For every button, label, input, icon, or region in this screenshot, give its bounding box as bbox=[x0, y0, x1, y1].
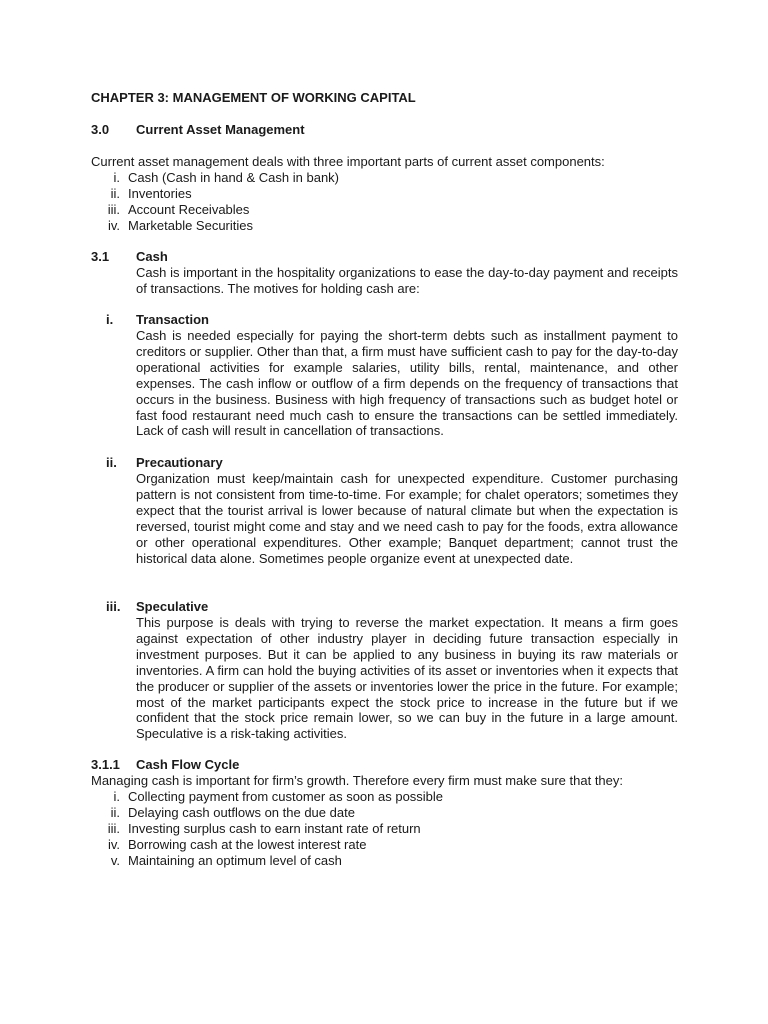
section-3-1-heading bbox=[91, 249, 168, 265]
section-3-0-intro: Current asset management deals with three important parts of current asset components: bbox=[91, 154, 605, 169]
list-text: Inventories bbox=[128, 185, 192, 201]
list-number: iii. bbox=[107, 201, 120, 217]
list-item bbox=[91, 805, 691, 821]
section-3-1-1-heading bbox=[91, 757, 239, 773]
motive-title: Precautionary bbox=[136, 455, 223, 470]
list-number: iii. bbox=[107, 820, 120, 836]
motive-heading-transaction bbox=[91, 312, 209, 328]
list-item bbox=[91, 186, 691, 202]
list-text: Investing surplus cash to earn instant rate of return bbox=[128, 820, 421, 836]
list-item bbox=[91, 821, 691, 837]
motive-body-precautionary: Organization must keep/maintain cash for unexpected expenditure. Customer purchasing pattern is not consistent from time-to-time. For example; for chalet operators; sometimes they expect that the tourist arrival is lower because of natural climate but when the expectation is reversed, tourist might come and stay and we need cash to pay for the foods, extra allowance or other operational expenditures. Other example; Banquet department; cannot trust the historical data alone. Sometimes people organize event at unexpected date. bbox=[136, 471, 678, 566]
list-text: Collecting payment from customer as soon as possible bbox=[128, 789, 444, 804]
list-text: Delaying cash outflows on the due date bbox=[128, 804, 355, 820]
section-title: Cash Flow Cycle bbox=[136, 757, 240, 772]
list-number: i. bbox=[113, 170, 120, 185]
motive-body-speculative: This purpose is deals with trying to reverse the market expectation. It means a firm goes against expectation of other industry player in deciding future transaction especially in investment purposes. But it can be applied to any business in buying its raw materials or inventories. A firm can hold the buying activities of its asset or inventories when it expects that the producer or supplier of the assets or inventories lower the price in the future. For example; most of the market participants expect the stock price to increase in the future but if we confident that the stock price remain lower, so we can buy in the future in a large amount. Speculative is a risk-taking activities. bbox=[136, 615, 678, 742]
motive-number: ii. bbox=[106, 455, 117, 470]
list-text: Cash (Cash in hand & Cash in bank) bbox=[128, 170, 340, 185]
motive-number: i. bbox=[106, 312, 114, 327]
section-3-1-body: Cash is important in the hospitality organizations to ease the day-to-day payment and receipts of transactions. The motives for holding cash are: bbox=[136, 265, 678, 296]
list-item bbox=[91, 837, 691, 853]
list-item bbox=[91, 170, 691, 186]
list-number: v. bbox=[110, 852, 120, 868]
list-item bbox=[91, 853, 691, 869]
section-3-0-heading bbox=[91, 122, 305, 138]
list-text: Account Receivables bbox=[128, 201, 250, 217]
cash-flow-list bbox=[91, 789, 691, 869]
section-3-1-1-intro: Managing cash is important for firm’s growth. Therefore every firm must make sure that they: bbox=[91, 773, 624, 788]
list-number: iv. bbox=[107, 836, 120, 852]
list-item bbox=[91, 202, 691, 218]
list-number: ii. bbox=[110, 185, 120, 201]
list-item bbox=[91, 218, 691, 234]
asset-components-list bbox=[91, 170, 691, 234]
list-number: iv. bbox=[107, 217, 120, 233]
chapter-title: CHAPTER 3: MANAGEMENT OF WORKING CAPITAL bbox=[91, 90, 416, 105]
list-number: ii. bbox=[110, 804, 120, 820]
section-title: Current Asset Management bbox=[136, 122, 305, 137]
motive-number: iii. bbox=[106, 599, 121, 614]
list-text: Marketable Securities bbox=[128, 217, 253, 233]
section-number: 3.1 bbox=[91, 249, 110, 264]
section-title: Cash bbox=[136, 249, 168, 264]
list-number: i. bbox=[113, 789, 120, 804]
motive-body-transaction: Cash is needed especially for paying the short-term debts such as installment payment to creditors or supplier. Other than that, a firm must have sufficient cash to pay for the day-to-day operational activities for example salaries, utility bills, rental, maintenance, and other expenses. The cash inflow or outflow of a firm depends on the frequency of transactions that occurs in the business. Business with high frequency of transactions such as budget hotel or fast food restaurant need much cash to ensure the transactions can be settled immediately. Lack of cash will result in cancellation of transactions. bbox=[136, 328, 678, 439]
motive-title: Transaction bbox=[136, 312, 209, 327]
section-number: 3.0 bbox=[91, 122, 110, 137]
motive-title: Speculative bbox=[136, 599, 209, 614]
list-text: Maintaining an optimum level of cash bbox=[128, 852, 342, 868]
motive-heading-speculative bbox=[91, 599, 208, 615]
list-item bbox=[91, 789, 691, 805]
motive-heading-precautionary bbox=[91, 455, 223, 471]
section-number: 3.1.1 bbox=[91, 757, 120, 772]
list-text: Borrowing cash at the lowest interest rate bbox=[128, 836, 367, 852]
